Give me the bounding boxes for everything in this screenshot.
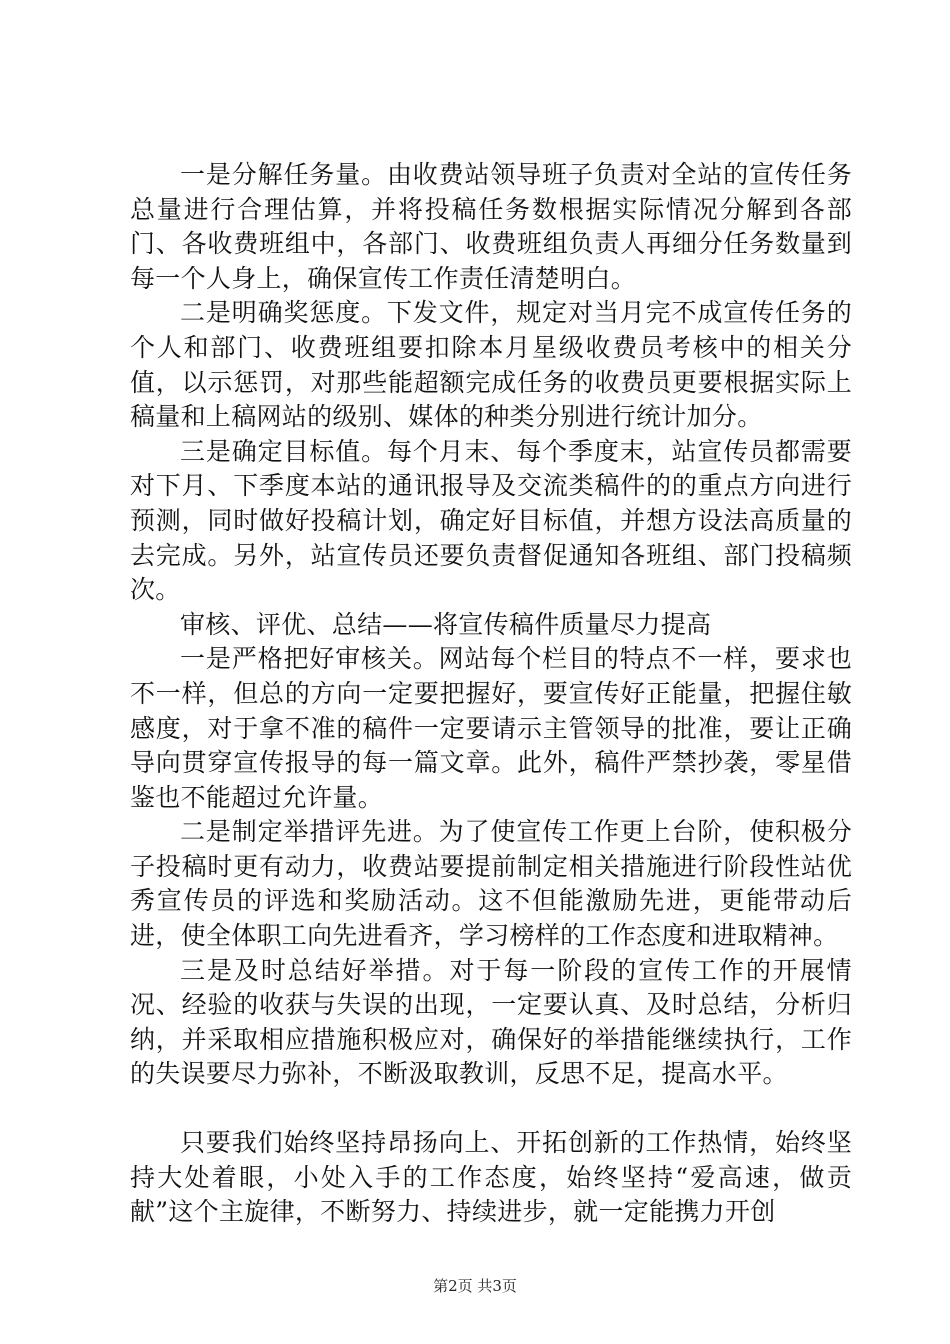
paragraph-conclusion: 只要我们始终坚持昂扬向上、开拓创新的工作热情，始终坚持大处着眼，小处入手的工作态度，始终坚持“爱高速，做贡献”这个主旋律，不断努力、持续进步，就一定能携力开创 [130,1128,852,1227]
paragraph-evaluation: 二是制定举措评先进。为了使宣传工作更上台阶，使积极分子投稿时更有动力，收费站要提前制定相关措施进行阶段性站优秀宣传员的评选和奖励活动。这不但能激励先进，更能带动后进，使全体职工向先进看齐，学习榜样的工作态度和进取精神。 [130,817,852,951]
page-footer: 第2页 共3页 [433,1277,517,1295]
paragraph-summary: 三是及时总结好举措。对于每一阶段的宣传工作的开展情况、经验的收获与失误的出现，一定要认真、及时总结，分析归纳，并采取相应措施积极应对，确保好的举措能继续执行，工作的失误要尽力弥补，不断汲取教训，反思不足，提高水平。 [130,955,852,1089]
paragraph-strict-review: 一是严格把好审核关。网站每个栏目的特点不一样，要求也不一样，但总的方向一定要把握好，要宣传好正能量，把握住敏感度，对于拿不准的稿件一定要请示主管领导的批准，要让正确导向贯穿宣传报导的每一篇文章。此外，稿件严禁抄袭，零星借鉴也不能超过允许量。 [130,644,852,812]
paragraph-target-values: 三是确定目标值。每个月末、每个季度末，站宣传员都需要对下月、下季度本站的通讯报导及交流类稿件的的重点方向进行预测，同时做好投稿计划，确定好目标值，并想方设法高质量的去完成。另外，站宣传员还要负责督促通知各班组、部门投稿频次。 [130,436,852,605]
paragraph-task-breakdown: 一是分解任务量。由收费站领导班子负责对全站的宣传任务总量进行合理估算，并将投稿任务数根据实际情况分解到各部门、各收费班组中，各部门、收费班组负责人再细分任务数量到每一个人身上，确保宣传工作责任清楚明白。 [130,160,852,293]
document-body [130,158,852,1230]
paragraph-rewards-penalties: 二是明确奖惩度。下发文件，规定对当月完不成宣传任务的个人和部门、收费班组要扣除本月星级收费员考核中的相关分值，以示惩罚，对那些能超额完成任务的收费员更要根据实际上稿量和上稿网站的级别、媒体的种类分别进行统计加分。 [130,298,852,432]
section-heading-review: 审核、评优、总结——将宣传稿件质量尽力提高 [180,609,712,639]
